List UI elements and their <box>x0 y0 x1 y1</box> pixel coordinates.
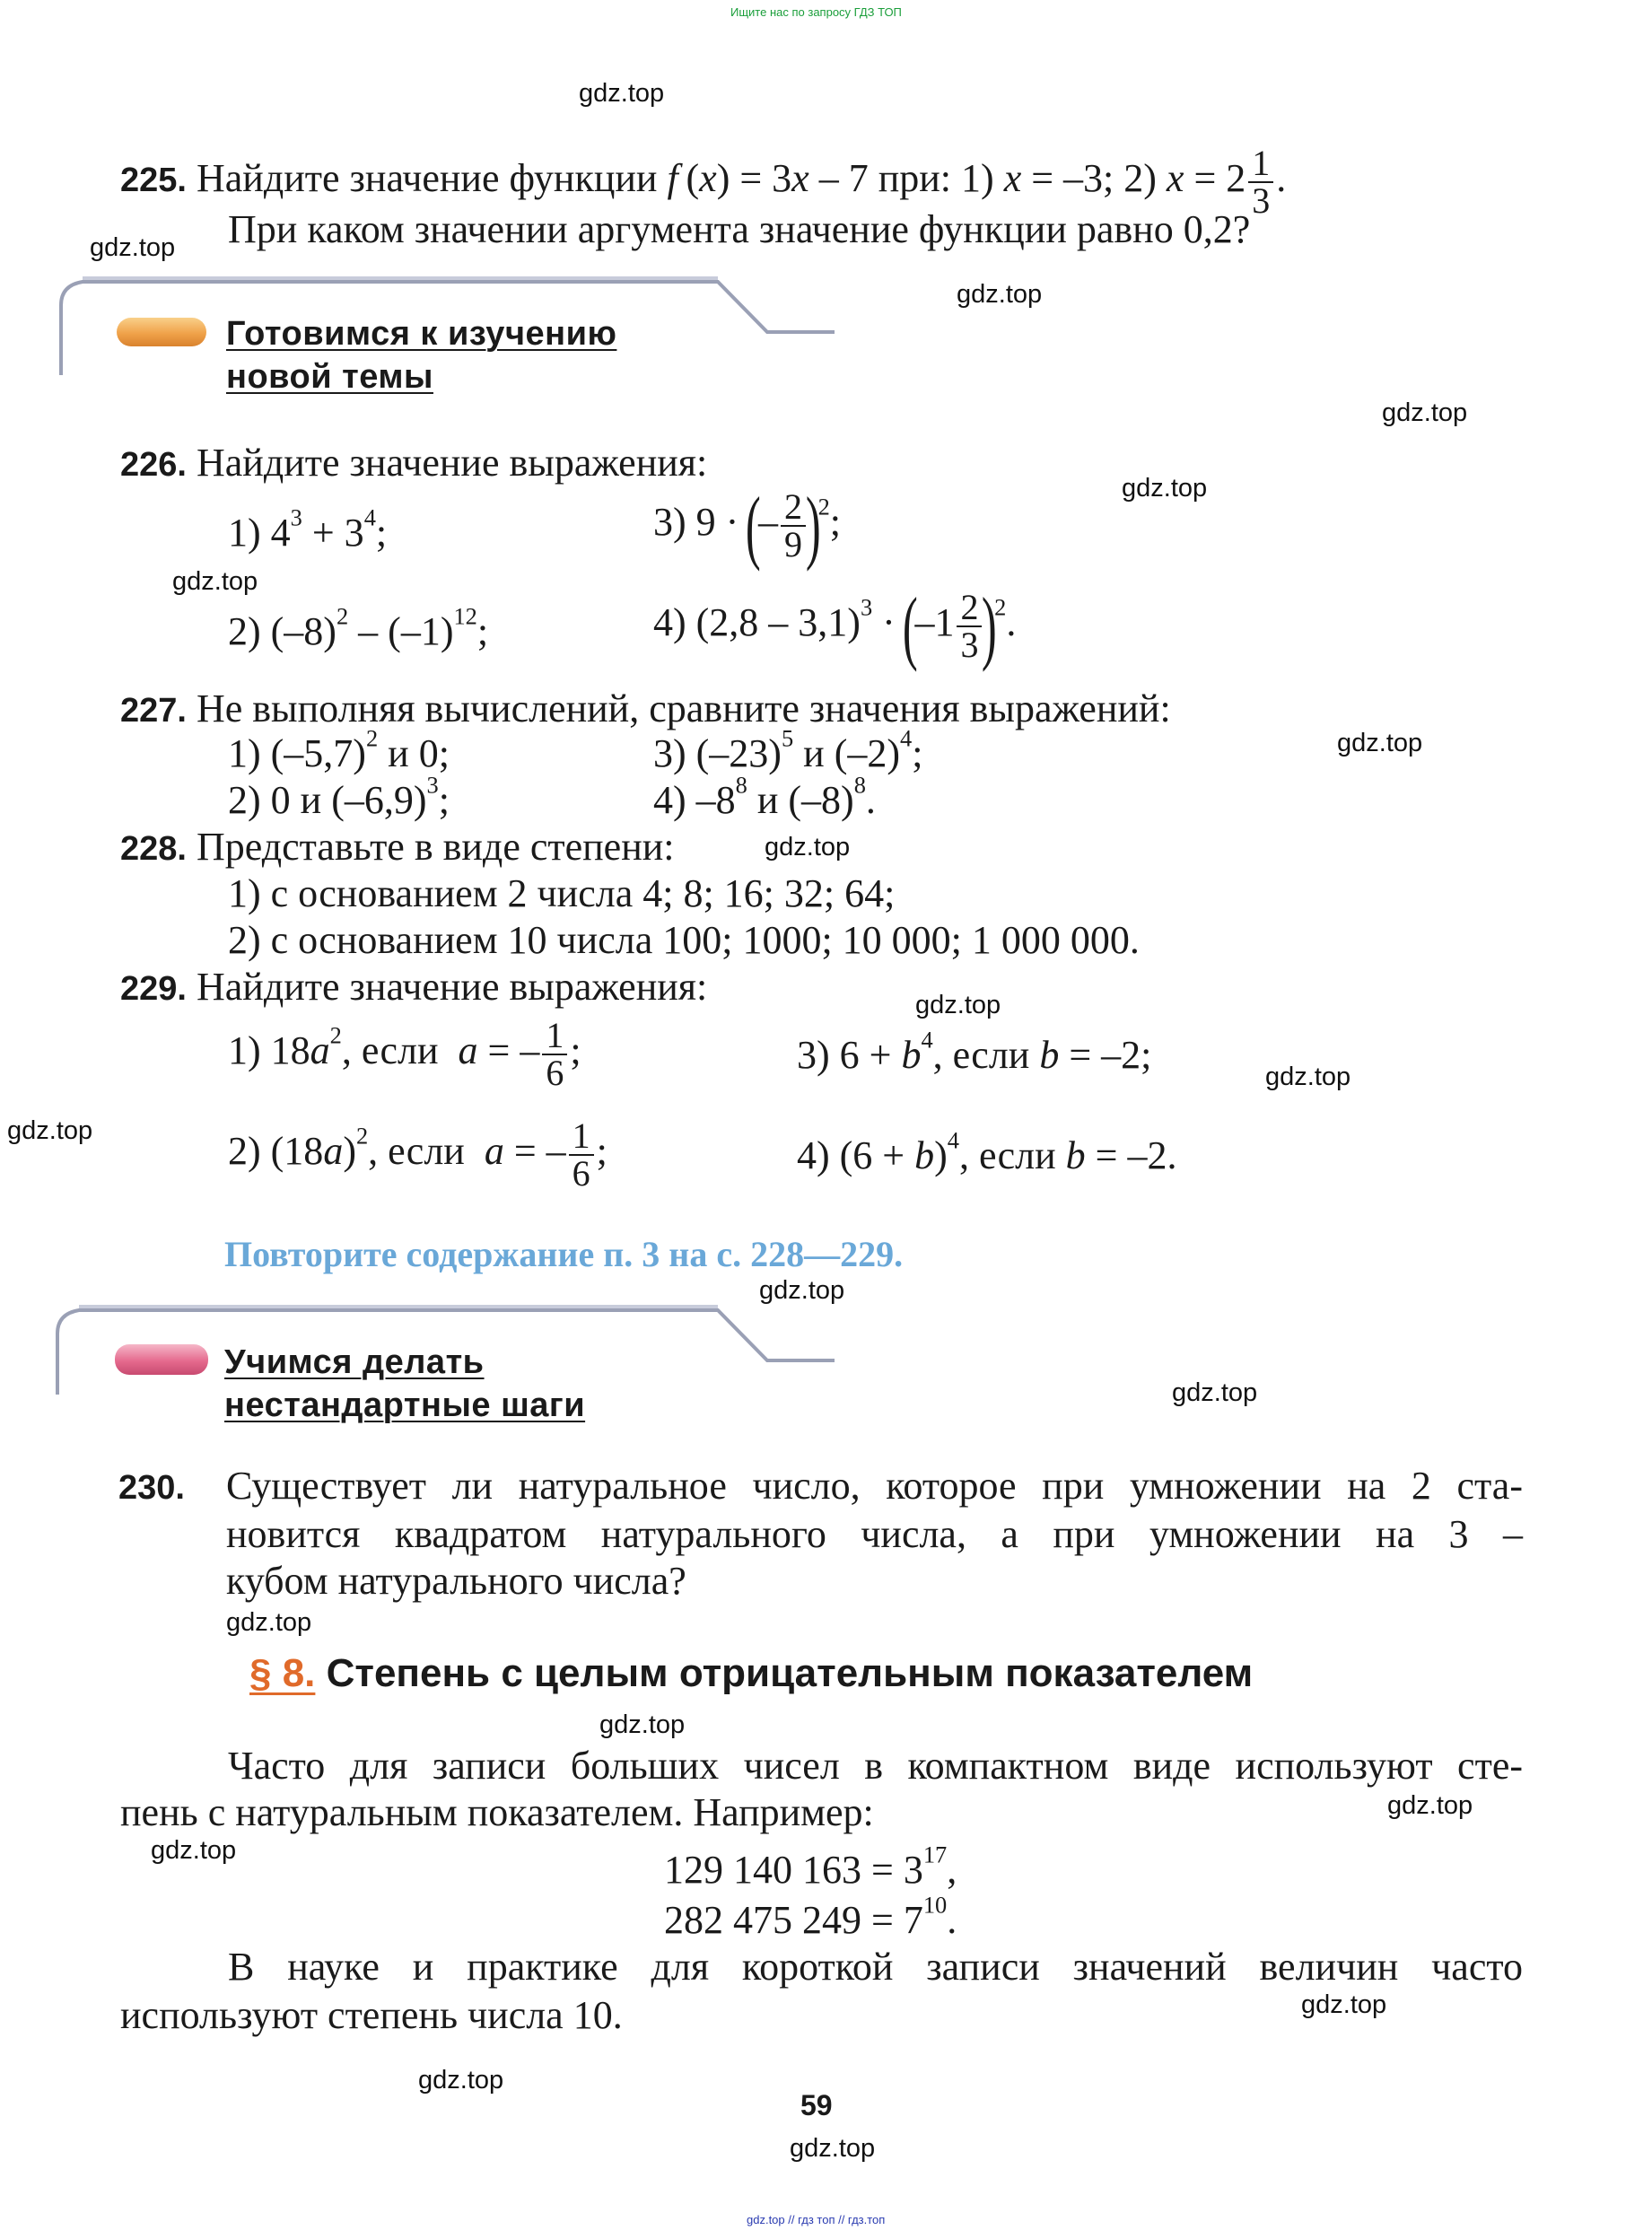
section-title: Степень с целым отрицательным показателем <box>326 1651 1254 1695</box>
site-watermark: gdz.top <box>1265 1063 1351 1091</box>
problem-number: 229. <box>120 970 187 1008</box>
problem-226-title <box>120 440 707 488</box>
site-watermark: gdz.top <box>1172 1378 1258 1407</box>
pink-pill-icon <box>115 1344 208 1375</box>
site-watermark: gdz.top <box>790 2134 876 2163</box>
problem-230-number <box>118 1463 185 1511</box>
problem-number: 227. <box>120 692 187 730</box>
problem-number: 230. <box>118 1469 185 1507</box>
problem-text: Найдите значение выражения: <box>196 441 708 485</box>
orange-pill-icon <box>117 318 206 346</box>
expression-229-4: 4) $(6 + b)^4$, если b = –2. <box>797 1126 1177 1177</box>
expression-229-1: 1) $18a^2$, если a = – $\frac{1}{6}$ ; <box>228 1015 581 1093</box>
page-number: 59 <box>800 2089 833 2121</box>
bottom-watermark: gdz.top // гдз топ // гдз.топ <box>747 2213 886 2226</box>
paragraph-line: Часто для записи больших чисел в компактном виде используют сте- <box>228 1744 1523 1788</box>
equation-2: 282 475 $249 = 7^{10}$. <box>664 1891 957 1942</box>
problem-text: Найдите значение выражения: <box>196 965 708 1009</box>
problem-number: 225. <box>120 162 187 200</box>
expression-226-3: 3) 9 · (– $\frac{2}{9}$ )$^2$; <box>653 480 842 572</box>
heading-line: новой темы <box>226 358 433 396</box>
problem-text: Найдите значение функции <box>196 156 658 201</box>
problem-228-item1: 1) с основанием 2 числа 4; 8; 16; 32; 64; <box>228 871 896 915</box>
problem-229-title <box>120 964 707 1012</box>
site-watermark: gdz.top <box>579 79 665 108</box>
site-watermark: gdz.top <box>1337 729 1423 757</box>
heading-line: Учимся делать <box>224 1343 485 1381</box>
site-watermark: gdz.top <box>1382 398 1468 427</box>
problem-228-item2: 2) с основанием 10 числа 100; 1000; 10 000; 1 000 000. <box>228 918 1140 962</box>
expression-226-2: 2) $(-8)^2 - (-1)^{12}$; <box>228 602 489 653</box>
heading-line: Готовимся к изучению <box>226 315 617 353</box>
site-watermark: gdz.top <box>765 833 851 861</box>
top-watermark: Ищите нас по запросу ГДЗ ТОП <box>730 5 902 19</box>
site-watermark: gdz.top <box>915 991 1001 1019</box>
expression-227-1: 1) $(-5,7)^2$ и 0; <box>228 724 450 775</box>
expression-227-4: 4) $-8^8$ и $(-8)^8$. <box>653 771 876 822</box>
site-watermark: gdz.top <box>1387 1791 1473 1820</box>
site-watermark: gdz.top <box>1301 1990 1387 2019</box>
site-watermark: gdz.top <box>599 1710 686 1739</box>
expression-229-3: 3) $6 + b^4$, если b = –2; <box>797 1026 1152 1077</box>
heading-line: нестандартные шаги <box>224 1386 586 1424</box>
problem-227-title <box>120 686 1171 734</box>
expression-227-3: 3) $(-23)^5$ и $(-2)^4$; <box>653 724 923 775</box>
site-watermark: gdz.top <box>418 2066 504 2095</box>
problem-number: 226. <box>120 446 187 484</box>
site-watermark: gdz.top <box>759 1276 845 1305</box>
site-watermark: gdz.top <box>90 233 176 262</box>
site-watermark: gdz.top <box>226 1608 312 1637</box>
problem-text: Не выполняя вычислений, сравните значения выражений: <box>196 687 1171 730</box>
site-watermark: gdz.top <box>1122 474 1208 503</box>
expression-227-2: 2) 0 и $(-6,9)^3$; <box>228 771 450 822</box>
equation-1: 129 140 $163 = 3^{17}$, <box>664 1841 957 1892</box>
section-8-title <box>249 1651 1253 1696</box>
problem-225-line2: При каком значении аргумента значение функции равно 0,2? <box>228 207 1251 251</box>
problem-number: 228. <box>120 830 187 868</box>
expression-226-1: 1) $4^3 + 3^4$; <box>228 503 388 555</box>
section-number: § 8. <box>249 1651 316 1695</box>
paragraph-line: В науке и практике для короткой записи значений величин часто <box>228 1945 1523 1989</box>
problem-230-line2: новится квадратом натурального числа, а при умножении на 3 – <box>226 1512 1523 1556</box>
math-expression: f (x) = 3x – 7 при: 1) x = –3; 2) x = 2 $\frac{1}{3}$ . <box>667 143 1287 221</box>
expression-229-2: 2) $(18a)^2$, если a = – $\frac{1}{6}$ ; <box>228 1115 607 1194</box>
section-heading-nonstandard <box>224 1341 585 1427</box>
paragraph-line: пень с натуральным показателем. Например: <box>120 1790 874 1834</box>
site-watermark: gdz.top <box>151 1836 237 1865</box>
site-watermark: gdz.top <box>957 280 1043 309</box>
site-watermark: gdz.top <box>7 1116 93 1145</box>
repeat-note: Повторите содержание п. 3 на с. 228—229. <box>224 1234 904 1274</box>
problem-228-title <box>120 824 675 872</box>
problem-230-line1: Существует ли натуральное число, которое при умножении на 2 ста- <box>226 1464 1523 1508</box>
expression-226-4: 4) (2,8 – 3,1)$^3$ · (–1 $\frac{2}{3}$ )$^2$. <box>653 581 1017 672</box>
problem-230-line3: кубом натурального числа? <box>226 1559 686 1603</box>
problem-text: Представьте в виде степени: <box>196 825 675 869</box>
section-heading-prepare <box>226 312 616 398</box>
site-watermark: gdz.top <box>172 567 258 596</box>
paragraph-line: используют степень числа 10. <box>120 1993 623 2037</box>
